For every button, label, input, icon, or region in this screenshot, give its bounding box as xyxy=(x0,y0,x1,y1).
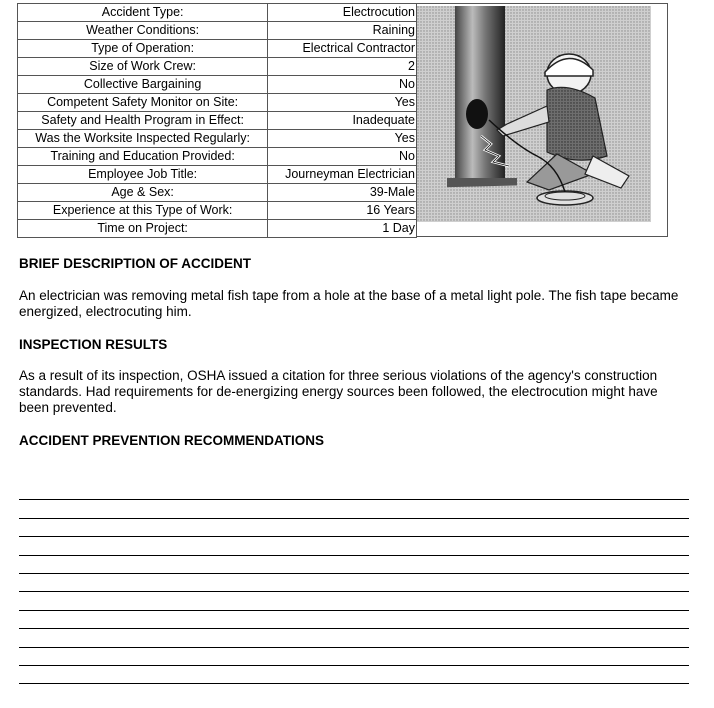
fact-row xyxy=(18,148,417,166)
fact-label: Time on Project: xyxy=(18,220,268,238)
brief-description-text: An electrician was removing metal fish tape from a hole at the base of a metal light pole. The fish tape became energized, electrocuting him. xyxy=(19,288,679,319)
fact-row xyxy=(18,112,417,130)
fact-row xyxy=(18,202,417,220)
prevention-heading: ACCIDENT PREVENTION RECOMMENDATIONS xyxy=(19,433,325,448)
fact-value: Electrical Contractor xyxy=(268,40,417,58)
fact-label: Experience at this Type of Work: xyxy=(18,202,268,220)
fact-label: Was the Worksite Inspected Regularly: xyxy=(18,130,268,148)
writing-line[interactable] xyxy=(19,648,689,666)
inspection-results-heading: INSPECTION RESULTS xyxy=(19,337,168,352)
writing-line[interactable] xyxy=(19,574,689,592)
fact-value: Raining xyxy=(268,22,417,40)
inspection-results-text: As a result of its inspection, OSHA issued a citation for three serious violations of the agency's construction standards. Had requirements for de-energizing energy sources been followed, the electrocution might have been prevented. xyxy=(19,368,658,415)
prevention-section xyxy=(19,433,689,448)
writing-line[interactable] xyxy=(19,611,689,629)
fact-value: 39-Male xyxy=(268,184,417,202)
brief-description-heading: BRIEF DESCRIPTION OF ACCIDENT xyxy=(19,256,252,271)
fact-label: Competent Safety Monitor on Site: xyxy=(18,94,268,112)
fact-label: Weather Conditions: xyxy=(18,22,268,40)
fact-row xyxy=(18,94,417,112)
fact-row xyxy=(18,76,417,94)
fact-value: No xyxy=(268,148,417,166)
fact-label: Employee Job Title: xyxy=(18,166,268,184)
fact-value: Yes xyxy=(268,94,417,112)
writing-line[interactable] xyxy=(19,519,689,537)
fact-row xyxy=(18,166,417,184)
fact-label: Type of Operation: xyxy=(18,40,268,58)
writing-line[interactable] xyxy=(19,592,689,610)
fact-label: Size of Work Crew: xyxy=(18,58,268,76)
fact-value: 1 Day xyxy=(268,220,417,238)
writing-line[interactable] xyxy=(19,500,689,518)
fact-value: No xyxy=(268,76,417,94)
illustration-frame xyxy=(417,3,668,237)
fact-row xyxy=(18,4,417,22)
writing-line[interactable] xyxy=(19,666,689,684)
fact-value: Journeyman Electrician xyxy=(268,166,417,184)
brief-description-section xyxy=(19,256,689,320)
fact-label: Accident Type: xyxy=(18,4,268,22)
fact-label: Collective Bargaining xyxy=(18,76,268,94)
fact-value: 16 Years xyxy=(268,202,417,220)
accident-facts-table xyxy=(17,3,417,238)
fact-row xyxy=(18,58,417,76)
fact-row xyxy=(18,22,417,40)
fact-row xyxy=(18,130,417,148)
writing-line[interactable] xyxy=(19,629,689,647)
writing-line[interactable] xyxy=(19,482,689,500)
writing-lines xyxy=(19,482,689,684)
fact-value: Electrocution xyxy=(268,4,417,22)
writing-line[interactable] xyxy=(19,556,689,574)
fact-value: Inadequate xyxy=(268,112,417,130)
electrician-illustration xyxy=(417,6,651,222)
fact-row xyxy=(18,184,417,202)
fact-value: 2 xyxy=(268,58,417,76)
writing-line[interactable] xyxy=(19,537,689,555)
fact-row xyxy=(18,40,417,58)
fact-label: Age & Sex: xyxy=(18,184,268,202)
fact-row xyxy=(18,220,417,238)
fact-value: Yes xyxy=(268,130,417,148)
inspection-results-section xyxy=(19,337,689,416)
fact-label: Safety and Health Program in Effect: xyxy=(18,112,268,130)
fact-label: Training and Education Provided: xyxy=(18,148,268,166)
